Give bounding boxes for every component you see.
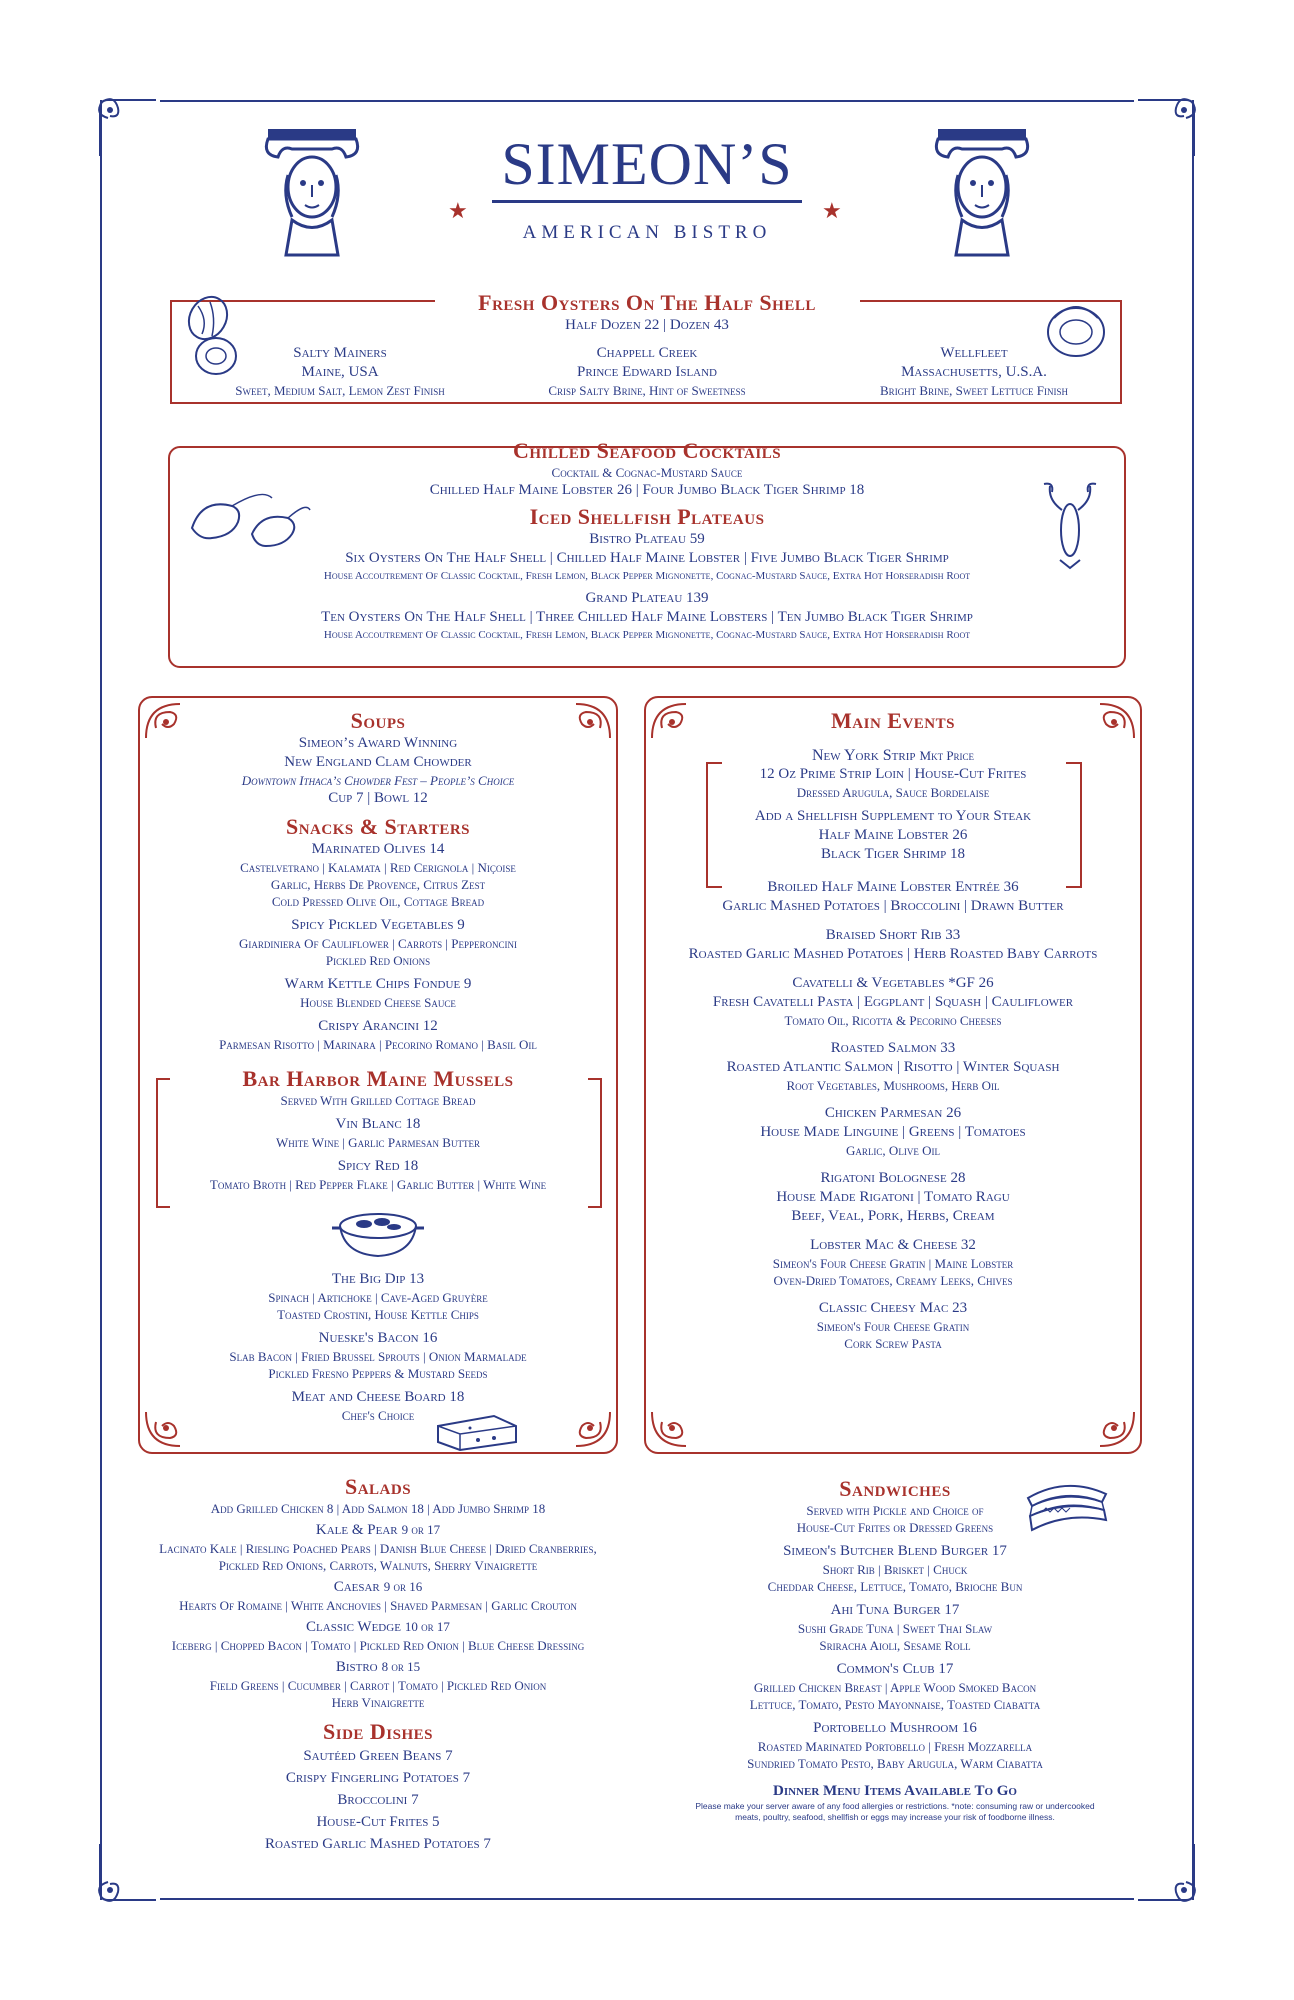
sandwich-desc: Sriracha Aioli, Sesame Roll xyxy=(819,1638,971,1653)
star-icon: ★ xyxy=(448,198,468,223)
brand-name: SIMEON’S xyxy=(501,131,793,197)
sandwich-desc: Roasted Marinated Portobello | Fresh Mozzarella xyxy=(757,1739,1033,1754)
oyster-name: Salty Mainers xyxy=(293,345,387,361)
salad-price: 9 or 17 xyxy=(401,1522,441,1537)
plateaus-title: Iced Shellfish Plateaus xyxy=(529,504,765,529)
sandwich-desc: Sundried Tomato Pesto, Baby Arugula, Warm Ciabatta xyxy=(747,1756,1043,1771)
main-desc: Oven-Dried Tomatoes, Creamy Leeks, Chives xyxy=(773,1273,1013,1288)
brand-rule xyxy=(492,200,802,203)
main-desc: Simeon's Four Cheese Gratin xyxy=(816,1319,970,1334)
statue-head-icon xyxy=(262,125,362,260)
cheese-wheel-icon xyxy=(434,1408,520,1452)
scroll-ornament-icon xyxy=(1076,1388,1140,1452)
side-item: House-Cut Frites 5 xyxy=(316,1814,440,1830)
salad-price: 9 or 16 xyxy=(383,1579,423,1594)
sandwich-desc: Lettuce, Tomato, Pesto Mayonnaise, Toasted Ciabatta xyxy=(749,1697,1041,1712)
mussel-pot-icon xyxy=(330,1206,426,1262)
plateau-note: House Accoutrement Of Classic Cocktail, Fresh Lemon, Black Pepper Mignonette, Cognac-Mustard Sauce, Extra Hot Horseradish Root xyxy=(323,629,971,641)
mussel-desc: White Wine | Garlic Parmesan Butter xyxy=(276,1135,480,1150)
salad-desc: Lacinato Kale | Riesling Poached Pears | Danish Blue Cheese | Dried Cranberries, xyxy=(159,1541,597,1556)
frame-bottom-rule xyxy=(160,1898,1134,1900)
oysters-section xyxy=(347,290,947,335)
salad-desc: Herb Vinaigrette xyxy=(331,1695,425,1710)
salad-item xyxy=(130,1521,626,1574)
supplement-item: Black Tiger Shrimp 18 xyxy=(821,846,965,862)
cocktails-line: Chilled Half Maine Lobster 26 | Four Jumbo Black Tiger Shrimp 18 xyxy=(429,482,865,498)
snack-item xyxy=(148,1388,608,1424)
main-item xyxy=(654,974,1132,1029)
mussels-title: Bar Harbor Maine Mussels xyxy=(242,1066,514,1091)
main-item xyxy=(654,878,1132,916)
salad-name: Caesar xyxy=(333,1579,380,1595)
plateau-items: Ten Oysters On The Half Shell | Three Chilled Half Maine Lobsters | Ten Jumbo Black Tiger Shrimp xyxy=(321,609,973,625)
corner-flourish-icon xyxy=(1136,88,1206,158)
main-name: Cavatelli & Vegetables *GF 26 xyxy=(792,975,994,991)
salad-desc: Pickled Red Onions, Carrots, Walnuts, Sherry Vinaigrette xyxy=(218,1558,538,1573)
oyster-name: Wellfleet xyxy=(940,345,1008,361)
mains-title: Main Events xyxy=(831,708,955,733)
sandwich-name: Simeon's Butcher Blend Burger 17 xyxy=(783,1543,1007,1559)
main-name: Roasted Salmon 33 xyxy=(830,1040,956,1056)
salad-desc: Hearts Of Romaine | White Anchovies | Shaved Parmesan | Garlic Crouton xyxy=(179,1598,577,1613)
salad-name: Bistro xyxy=(335,1659,378,1675)
snack-desc: Castelvetrano | Kalamata | Red Cerignola | Niçoise xyxy=(240,860,516,875)
corner-flourish-icon xyxy=(88,88,158,158)
snack-name: Warm Kettle Chips Fondue 9 xyxy=(284,976,472,992)
sandwiches-sub: House-Cut Frites or Dressed Greens xyxy=(796,1520,994,1535)
sandwich-item xyxy=(670,1719,1120,1772)
oyster-name: Chappell Creek xyxy=(596,345,698,361)
main-desc: 12 Oz Prime Strip Loin | House-Cut Frites xyxy=(759,766,1027,782)
main-name: Broiled Half Maine Lobster Entrée 36 xyxy=(767,879,1019,895)
snack-desc: Chef's Choice xyxy=(341,1408,415,1423)
mussels-section xyxy=(148,1066,608,1193)
plateau-name: Bistro Plateau 59 xyxy=(589,531,705,547)
sandwich-desc: Sushi Grade Tuna | Sweet Thai Slaw xyxy=(797,1621,993,1636)
snack-desc: Pickled Fresno Peppers & Mustard Seeds xyxy=(268,1366,488,1381)
cocktails-section xyxy=(197,438,1097,644)
sandwiches-sub: Served with Pickle and Choice of xyxy=(806,1503,984,1518)
soup-price: Cup 7 | Bowl 12 xyxy=(328,790,428,806)
disclaimer: meats, poultry, seafood, shellfish or eggs may increase your risk of foodborne illness. xyxy=(735,1812,1055,1822)
salad-item xyxy=(130,1618,626,1654)
main-item xyxy=(654,1104,1132,1159)
frame-top-rule xyxy=(160,100,1134,102)
salad-name: Kale & Pear xyxy=(315,1522,398,1538)
snack-desc: Spinach | Artichoke | Cave-Aged Gruyère xyxy=(268,1290,488,1305)
oyster-notes: Bright Brine, Sweet Lettuce Finish xyxy=(880,383,1068,398)
salad-desc: Iceberg | Chopped Bacon | Tomato | Pickled Red Onion | Blue Cheese Dressing xyxy=(171,1638,585,1653)
snack-name: The Big Dip 13 xyxy=(331,1271,425,1287)
soup-note: Downtown Ithaca’s Chowder Fest – People’s Choice xyxy=(241,773,515,788)
snack-item xyxy=(148,840,608,910)
snack-name: Nueske's Bacon 16 xyxy=(318,1330,438,1346)
main-desc: Fresh Cavatelli Pasta | Eggplant | Squash | Cauliflower xyxy=(712,994,1074,1010)
plateau-note: House Accoutrement Of Classic Cocktail, Fresh Lemon, Black Pepper Mignonette, Cognac-Mustard Sauce, Extra Hot Horseradish Root xyxy=(323,570,971,582)
snack-name: Meat and Cheese Board 18 xyxy=(291,1389,465,1405)
main-name: Chicken Parmesan 26 xyxy=(824,1105,962,1121)
soups-section xyxy=(148,708,608,1053)
mussel-name: Vin Blanc 18 xyxy=(335,1116,421,1132)
side-item: Crispy Fingerling Potatoes 7 xyxy=(285,1770,471,1786)
supplement-block xyxy=(654,807,1132,864)
main-desc: Dressed Arugula, Sauce Bordelaise xyxy=(796,785,990,800)
cocktails-sub: Cocktail & Cognac-Mustard Sauce xyxy=(551,465,743,480)
brand-block xyxy=(447,132,847,203)
oyster-notes: Sweet, Medium Salt, Lemon Zest Finish xyxy=(235,383,445,398)
main-desc: Simeon's Four Cheese Gratin | Maine Lobster xyxy=(772,1256,1014,1271)
oyster-item xyxy=(507,344,787,399)
sandwiches-section xyxy=(670,1476,1120,1823)
snack-desc: Toasted Crostini, House Kettle Chips xyxy=(277,1307,479,1322)
salad-name: Classic Wedge xyxy=(306,1619,401,1635)
oysters-price: Half Dozen 22 | Dozen 43 xyxy=(565,317,729,333)
star-icon: ★ xyxy=(822,198,842,223)
oyster-origin: Maine, USA xyxy=(301,364,379,380)
main-desc: Tomato Oil, Ricotta & Pecorino Cheeses xyxy=(784,1013,1002,1028)
main-desc: House Made Rigatoni | Tomato Ragu xyxy=(776,1189,1010,1205)
statue-head-icon xyxy=(932,125,1032,260)
supplement-title: Add a Shellfish Supplement to Your Steak xyxy=(754,808,1032,824)
sandwich-desc: Grilled Chicken Breast | Apple Wood Smoked Bacon xyxy=(753,1680,1037,1695)
salad-item xyxy=(130,1658,626,1711)
main-name: New York Strip xyxy=(811,747,916,764)
main-desc: Garlic Mashed Potatoes | Broccolini | Drawn Butter xyxy=(722,898,1064,914)
corner-flourish-icon xyxy=(1136,1842,1206,1912)
salads-section xyxy=(130,1474,626,1855)
plateau-items: Six Oysters On The Half Shell | Chilled Half Maine Lobster | Five Jumbo Black Tiger Shrimp xyxy=(345,550,949,566)
main-name: Rigatoni Bolognese 28 xyxy=(820,1170,966,1186)
snack-desc: Giardiniera Of Cauliflower | Carrots | Pepperoncini xyxy=(238,936,518,951)
sandwich-desc: Cheddar Cheese, Lettuce, Tomato, Brioche Bun xyxy=(767,1579,1023,1594)
sandwich-name: Ahi Tuna Burger 17 xyxy=(830,1602,960,1618)
togo-note: Dinner Menu Items Available To Go xyxy=(773,1783,1017,1799)
snack-desc: Cold Pressed Olive Oil, Cottage Bread xyxy=(271,894,485,909)
salad-price: 10 or 17 xyxy=(404,1619,450,1634)
oyster-origin: Prince Edward Island xyxy=(577,364,717,380)
side-item: Sautéed Green Beans 7 xyxy=(303,1748,453,1764)
supplement-item: Half Maine Lobster 26 xyxy=(818,827,968,843)
sandwiches-title: Sandwiches xyxy=(839,1476,951,1501)
sandwich-item xyxy=(670,1542,1120,1595)
snack-desc: Slab Bacon | Fried Brussel Sprouts | Onion Marmalade xyxy=(229,1349,527,1364)
scroll-ornament-icon xyxy=(646,1388,710,1452)
snack-desc: Pickled Red Onions xyxy=(325,953,431,968)
snack-name: Spicy Pickled Vegetables 9 xyxy=(291,917,465,933)
main-name: Classic Cheesy Mac 23 xyxy=(818,1300,968,1316)
side-item: Broccolini 7 xyxy=(337,1792,419,1808)
oyster-item xyxy=(834,344,1114,399)
salads-sub: Add Grilled Chicken 8 | Add Salmon 18 | Add Jumbo Shrimp 18 xyxy=(210,1501,546,1516)
oysters-title: Fresh Oysters On The Half Shell xyxy=(478,290,816,315)
main-name: Lobster Mac & Cheese 32 xyxy=(810,1237,976,1253)
mussel-name: Spicy Red 18 xyxy=(337,1158,419,1174)
snack-desc: Parmesan Risotto | Marinara | Pecorino Romano | Basil Oil xyxy=(219,1037,537,1052)
main-item xyxy=(654,1039,1132,1094)
salad-desc: Field Greens | Cucumber | Carrot | Tomato | Pickled Red Onion xyxy=(209,1678,547,1693)
mains-section xyxy=(654,708,1132,1352)
main-desc: Beef, Veal, Pork, Herbs, Cream xyxy=(791,1208,995,1224)
main-item-strip xyxy=(654,746,1132,801)
main-item xyxy=(654,926,1132,964)
oyster-origin: Massachusetts, U.S.A. xyxy=(901,364,1047,380)
sandwich-name: Portobello Mushroom 16 xyxy=(813,1720,977,1736)
snack-item xyxy=(148,1017,608,1053)
snack-name: Marinated Olives 14 xyxy=(311,841,445,857)
main-desc: Roasted Garlic Mashed Potatoes | Herb Roasted Baby Carrots xyxy=(688,946,1098,962)
sandwich-desc: Short Rib | Brisket | Chuck xyxy=(822,1562,968,1577)
soup-line: Simeon’s Award Winning xyxy=(298,735,458,751)
sandwich-name: Common's Club 17 xyxy=(836,1661,954,1677)
main-desc: Roasted Atlantic Salmon | Risotto | Winter Squash xyxy=(726,1059,1060,1075)
sandwich-item xyxy=(670,1660,1120,1713)
main-name: Braised Short Rib 33 xyxy=(825,927,961,943)
main-item xyxy=(654,1236,1132,1289)
snack-item xyxy=(148,916,608,969)
snack-desc: Garlic, Herbs De Provence, Citrus Zest xyxy=(270,877,486,892)
salad-price: 8 or 15 xyxy=(381,1659,421,1674)
snack-item xyxy=(148,1329,608,1382)
snack-desc: House Blended Cheese Sauce xyxy=(300,995,456,1010)
mussel-desc: Tomato Broth | Red Pepper Flake | Garlic Butter | White Wine xyxy=(209,1177,547,1192)
plateau-name: Grand Plateau 139 xyxy=(585,590,709,606)
snack-item xyxy=(148,975,608,1011)
oyster-item xyxy=(200,344,480,399)
main-item xyxy=(654,1169,1132,1226)
main-desc: Garlic, Olive Oil xyxy=(846,1143,940,1158)
soup-line: New England Clam Chowder xyxy=(284,754,472,770)
salad-item xyxy=(130,1578,626,1614)
snacks-continued xyxy=(148,1270,608,1424)
salads-title: Salads xyxy=(344,1474,412,1499)
sides-title: Side Dishes xyxy=(323,1719,433,1744)
oyster-notes: Crisp Salty Brine, Hint of Sweetness xyxy=(548,383,746,398)
snacks-title: Snacks & Starters xyxy=(285,814,471,839)
disclaimer: Please make your server aware of any food allergies or restrictions. *note: consuming raw or undercooked xyxy=(695,1801,1095,1811)
main-price: Mkt Price xyxy=(919,748,975,763)
main-desc: Root Vegetables, Mushrooms, Herb Oil xyxy=(786,1078,1000,1093)
snack-item xyxy=(148,1270,608,1323)
main-item xyxy=(654,1299,1132,1352)
side-item: Roasted Garlic Mashed Potatoes 7 xyxy=(265,1836,491,1852)
sandwich-item xyxy=(670,1601,1120,1654)
main-desc: House Made Linguine | Greens | Tomatoes xyxy=(760,1124,1026,1140)
main-desc: Cork Screw Pasta xyxy=(844,1336,942,1351)
cocktails-title: Chilled Seafood Cocktails xyxy=(512,438,782,463)
mussels-sub: Served With Grilled Cottage Bread xyxy=(280,1093,476,1108)
brand-tagline: AMERICAN BISTRO xyxy=(522,222,772,243)
soups-title: Soups xyxy=(350,708,406,733)
snack-name: Crispy Arancini 12 xyxy=(318,1018,438,1034)
